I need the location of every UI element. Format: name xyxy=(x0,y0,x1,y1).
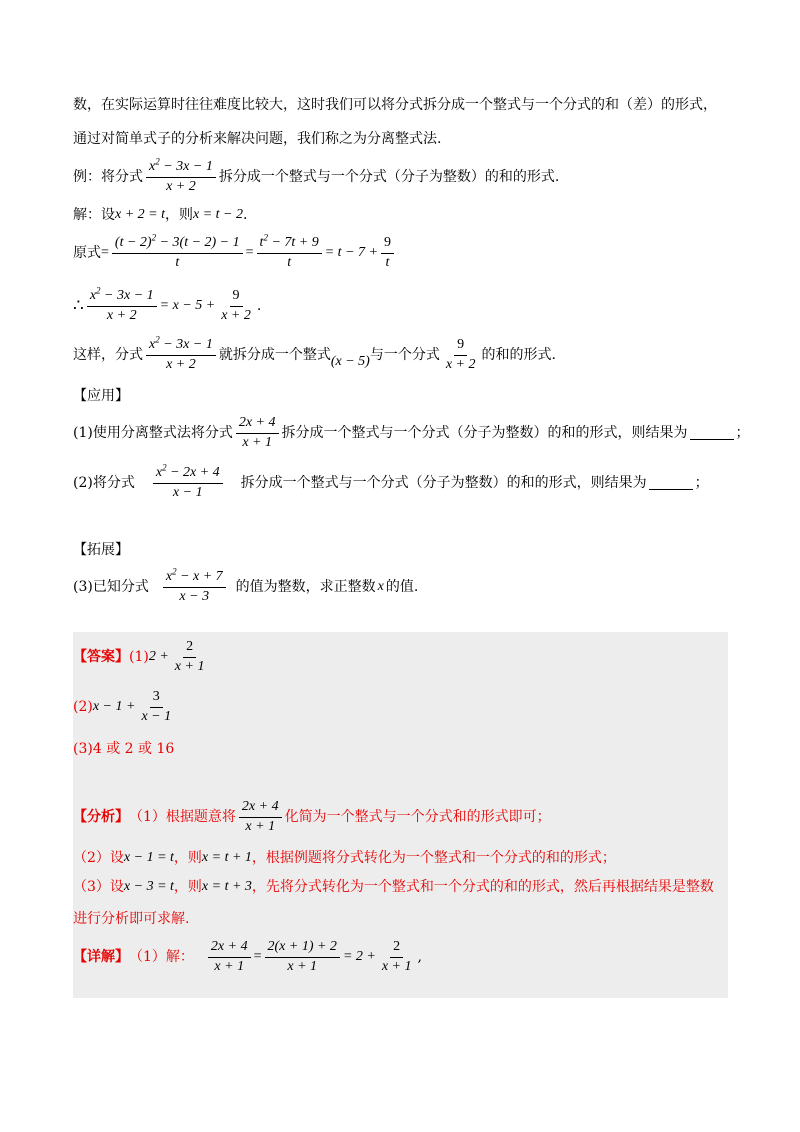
analysis-step-1: 【分析】 （1）根据题意将 $\frac{2x + 4}{x + 1}$ 化简为一个整式与一个分式和的形式即可； xyxy=(73,799,551,834)
intro-line-2: 通过对简单式子的分析来解决问题，我们称之为分离整式法. xyxy=(73,131,442,147)
answer-1: 【答案】 (1) 2 + $\frac{2}{x + 1}$ xyxy=(73,639,205,674)
conclusion-line: 这样，分式 $\frac{x^2 - 3x - 1}{x + 2}$ 就拆分成一个整式 (x − 5) 与一个分式 $\frac{9}{x + 2}$ 的和的形式. xyxy=(73,334,556,372)
question-3: (3)已知分式 $\frac{x^2 - x + 7}{x - 3}$ 的值为整数，求正整数 x 的值. xyxy=(73,566,419,604)
extend-header: 【拓展】 xyxy=(73,542,129,558)
detail-step-1: 【详解】 （1）解： $\frac{2x + 4}{x + 1}$ = $\frac{2(x + 1) + 2}{x + 1}$ = 2 + $\frac{2}{x + 1}$ , xyxy=(73,939,422,974)
apply-header: 【应用】 xyxy=(73,388,129,404)
example-line: 例：将分式 $\frac{x^2 - 3x - 1}{x + 2}$ 拆分成一个整式与一个分式（分子为整数）的和的形式. xyxy=(73,156,560,194)
analysis-step-3: （3）设 x − 3 = t ，则 x = t + 3 ，先将分式转化为一个整式和一个分式的和的形式，然后再根据结果是整数 xyxy=(73,879,714,895)
example-fraction: $\frac{x^2 - 3x - 1}{x + 2}$ xyxy=(146,160,216,194)
intro-line-1: 数，在实际运算时往往难度比较大，这时我们可以将分式拆分成一个整式与一个分式的和（差）的形式， xyxy=(73,97,717,113)
answer-2: (2) x − 1 + $\frac{3}{x - 1}$ xyxy=(73,689,172,724)
question-1: (1)使用分离整式法将分式 $\frac{2x + 4}{x + 1}$ 拆分成一个整式与一个分式（分子为整数）的和的形式，则结果为 ； xyxy=(73,415,750,450)
q2-answer-blank xyxy=(649,477,693,490)
answer-3: (3)4 或 2 或 16 xyxy=(73,741,175,757)
q1-answer-blank xyxy=(690,427,734,440)
therefore-line: ∴ $\frac{x^2 - 3x - 1}{x + 2}$ = x − 5 + $\frac{9}{x + 2}$ . xyxy=(73,285,262,323)
solution-line: 解：设 x + 2 = t ，则 x = t − 2 . xyxy=(73,207,248,223)
analysis-step-2: （2）设 x − 1 = t ，则 x = t + 1 ，根据例题将分式转化为一个整式和一个分式的和的形式； xyxy=(73,850,616,866)
analysis-step-3-continued: 进行分析即可求解. xyxy=(73,911,190,927)
original-expression: 原式 = $\frac{(t - 2)^2 - 3(t - 2) - 1}{t}$ = $\frac{t^2 - 7t + 9}{t}$ = t − 7 + $\frac{9}{t}$ xyxy=(73,236,397,270)
question-2: (2)将分式 $\frac{x^2 - 2x + 4}{x - 1}$ 拆分成一个整式与一个分式（分子为整数）的和的形式，则结果为 ； xyxy=(73,462,709,500)
